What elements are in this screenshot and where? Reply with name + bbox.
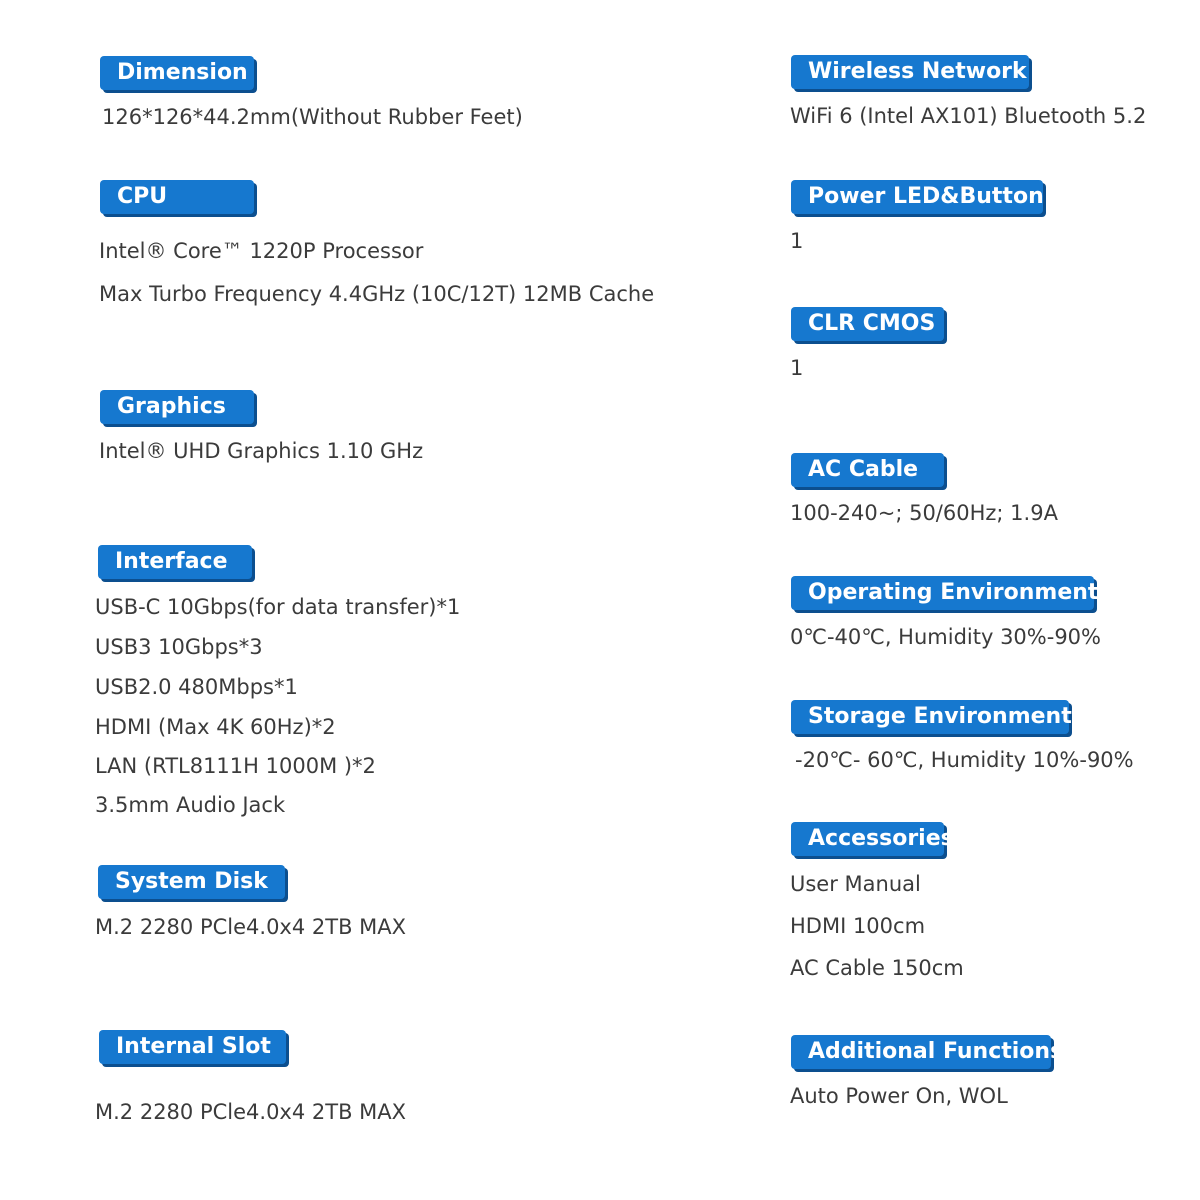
spec-cpu-title: CPU	[100, 180, 254, 214]
spec-clr-cmos-title: CLR CMOS	[791, 307, 944, 341]
spec-interface-line: LAN (RTL8111H 1000M )*2	[95, 754, 376, 778]
spec-power-led-title: Power LED&Button	[791, 180, 1043, 214]
spec-dimension-title: Dimension	[100, 56, 254, 90]
spec-additional-title: Additional Functions	[791, 1035, 1051, 1069]
spec-accessories-title: Accessories	[791, 822, 944, 856]
spec-interface-line: USB3 10Gbps*3	[95, 635, 263, 659]
spec-internal-slot-line: M.2 2280 PCle4.0x4 2TB MAX	[95, 1100, 407, 1124]
spec-system-disk-title: System Disk	[98, 865, 285, 899]
spec-internal-slot-title: Internal Slot	[99, 1030, 286, 1064]
spec-interface-line: USB-C 10Gbps(for data transfer)*1	[95, 595, 461, 619]
spec-operating-env-title: Operating Environment	[791, 576, 1094, 610]
spec-wireless-line: WiFi 6 (Intel AX101) Bluetooth 5.2	[790, 104, 1147, 128]
spec-graphics-title: Graphics	[100, 390, 254, 424]
spec-interface-line: HDMI (Max 4K 60Hz)*2	[95, 715, 336, 739]
spec-graphics-line: Intel® UHD Graphics 1.10 GHz	[99, 439, 424, 463]
spec-storage-env-title: Storage Environment	[791, 700, 1069, 734]
spec-interface-line: 3.5mm Audio Jack	[95, 793, 286, 817]
spec-accessories-line: AC Cable 150cm	[790, 956, 964, 980]
spec-ac-cable-title: AC Cable	[791, 453, 944, 487]
spec-cpu-line: Max Turbo Frequency 4.4GHz (10C/12T) 12MB Cache	[99, 282, 655, 306]
spec-additional-line: Auto Power On, WOL	[790, 1084, 1008, 1108]
spec-dimension-line: 126*126*44.2mm(Without Rubber Feet)	[102, 105, 523, 129]
spec-clr-cmos-line: 1	[790, 356, 804, 380]
spec-ac-cable-line: 100-240~; 50/60Hz; 1.9A	[790, 501, 1058, 525]
spec-wireless-title: Wireless Network	[791, 55, 1029, 89]
spec-interface-line: USB2.0 480Mbps*1	[95, 675, 298, 699]
spec-operating-env-line: 0℃-40℃, Humidity 30%-90%	[790, 625, 1102, 649]
spec-interface-title: Interface	[98, 545, 252, 579]
spec-storage-env-line: -20℃- 60℃, Humidity 10%-90%	[795, 748, 1134, 772]
spec-system-disk-line: M.2 2280 PCle4.0x4 2TB MAX	[95, 915, 407, 939]
spec-accessories-line: User Manual	[790, 872, 921, 896]
spec-accessories-line: HDMI 100cm	[790, 914, 926, 938]
spec-cpu-line: Intel® Core™ 1220P Processor	[99, 239, 424, 263]
spec-power-led-line: 1	[790, 229, 804, 253]
